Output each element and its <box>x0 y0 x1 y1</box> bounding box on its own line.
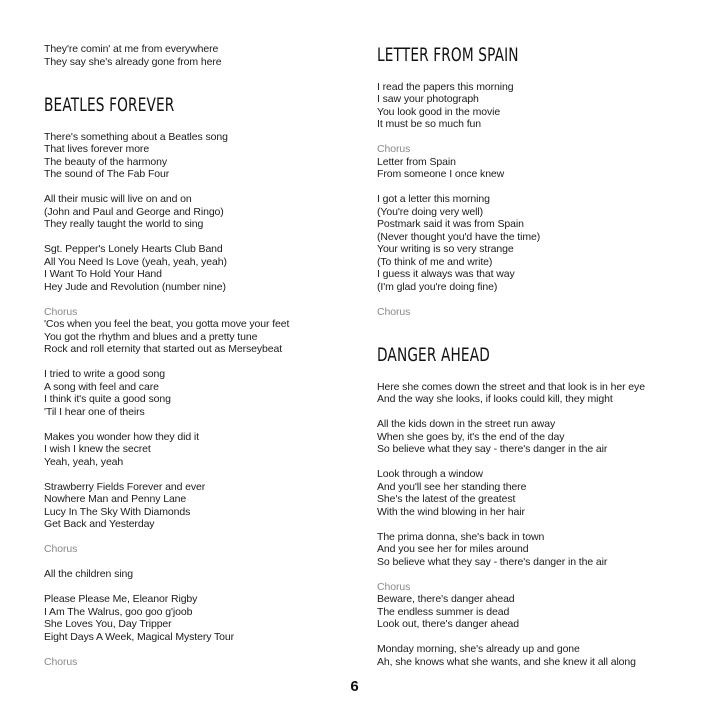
lyric-line: Get Back and Yesterday <box>44 518 155 530</box>
lyric-line: (You're doing very well) <box>377 206 484 218</box>
lyric-line: It must be so much fun <box>377 118 482 130</box>
lyric-line: 'Til I hear one of theirs <box>44 406 145 418</box>
lyric-line: The beauty of the harmony <box>44 156 167 168</box>
lyric-line: A song with feel and care <box>44 381 159 393</box>
lyric-line: And the way she looks, if looks could kill, they might <box>377 393 613 405</box>
lyric-line: (John and Paul and George and Ringo) <box>44 206 224 218</box>
lyric-line: They say she's already gone from here <box>44 56 222 68</box>
song-title-letter-from-spain: LETTER FROM SPAIN <box>377 44 519 66</box>
lyric-line: All the kids down in the street run away <box>377 418 556 430</box>
chorus-label: Chorus <box>377 143 411 155</box>
lyric-line: All You Need Is Love (yeah, yeah, yeah) <box>44 256 227 268</box>
lyric-line: I read the papers this morning <box>377 81 514 93</box>
lyric-line: Ah, she knows what she wants, and she knew it all along <box>377 656 636 668</box>
lyric-line: I got a letter this morning <box>377 193 490 205</box>
lyric-line: So believe what they say - there's danger in the air <box>377 443 608 455</box>
lyric-line: When she goes by, it's the end of the day <box>377 431 565 443</box>
lyric-line: Sgt. Pepper's Lonely Hearts Club Band <box>44 243 223 255</box>
lyric-line: The endless summer is dead <box>377 606 510 618</box>
chorus-label: Chorus <box>44 543 78 555</box>
lyric-line: I wish I knew the secret <box>44 443 151 455</box>
song-title-danger-ahead: DANGER AHEAD <box>377 344 490 366</box>
lyric-line: I Want To Hold Your Hand <box>44 268 162 280</box>
lyric-line: I tried to write a good song <box>44 368 165 380</box>
lyric-line: They really taught the world to sing <box>44 218 204 230</box>
lyric-line: Monday morning, she's already up and gone <box>377 643 580 655</box>
lyric-line: Strawberry Fields Forever and ever <box>44 481 206 493</box>
lyric-line: The prima donna, she's back in town <box>377 531 545 543</box>
lyric-line: You got the rhythm and blues and a pretty tune <box>44 331 258 343</box>
lyric-line: So believe what they say - there's danger in the air <box>377 556 608 568</box>
chorus-label: Chorus <box>44 656 78 668</box>
lyric-line: Here she comes down the street and that look is in her eye <box>377 381 645 393</box>
lyric-line: Hey Jude and Revolution (number nine) <box>44 281 226 293</box>
lyric-line: You look good in the movie <box>377 106 501 118</box>
lyric-line: Makes you wonder how they did it <box>44 431 199 443</box>
lyric-line: She Loves You, Day Tripper <box>44 618 172 630</box>
lyric-line: I saw your photograph <box>377 93 479 105</box>
lyric-line: 'Cos when you feel the beat, you gotta move your feet <box>44 318 290 330</box>
lyric-line: All the children sing <box>44 568 133 580</box>
chorus-label: Chorus <box>377 306 411 318</box>
lyric-line: And you'll see her standing there <box>377 481 527 493</box>
lyric-line: With the wind blowing in her hair <box>377 506 525 518</box>
lyric-line: I guess it always was that way <box>377 268 515 280</box>
lyric-line: The sound of The Fab Four <box>44 168 170 180</box>
chorus-label: Chorus <box>377 581 411 593</box>
chorus-label: Chorus <box>44 306 78 318</box>
lyric-line: (I'm glad you're doing fine) <box>377 281 498 293</box>
lyric-line: Your writing is so very strange <box>377 243 514 255</box>
song-title-beatles-forever: BEATLES FOREVER <box>44 94 175 116</box>
lyric-line: Eight Days A Week, Magical Mystery Tour <box>44 631 235 643</box>
lyric-line: (To think of me and write) <box>377 256 493 268</box>
page-number: 6 <box>350 678 359 695</box>
lyric-line: Postmark said it was from Spain <box>377 218 524 230</box>
lyric-line: (Never thought you'd have the time) <box>377 231 541 243</box>
lyric-line: Beware, there's danger ahead <box>377 593 515 605</box>
lyric-line: Nowhere Man and Penny Lane <box>44 493 187 505</box>
lyric-line: Look through a window <box>377 468 483 480</box>
lyric-line: They're comin' at me from everywhere <box>44 43 219 55</box>
lyric-line: I think it's quite a good song <box>44 393 171 405</box>
lyric-line: I Am The Walrus, goo goo g'joob <box>44 606 193 618</box>
lyric-line: She's the latest of the greatest <box>377 493 516 505</box>
lyric-line: That lives forever more <box>44 143 150 155</box>
lyric-line: Letter from Spain <box>377 156 456 168</box>
lyric-line: And you see her for miles around <box>377 543 529 555</box>
lyric-line: From someone I once knew <box>377 168 505 180</box>
lyric-line: Rock and roll eternity that started out as Merseybeat <box>44 343 283 355</box>
lyric-line: All their music will live on and on <box>44 193 192 205</box>
lyric-line: Lucy In The Sky With Diamonds <box>44 506 191 518</box>
lyric-line: Please Please Me, Eleanor Rigby <box>44 593 198 605</box>
lyric-line: Yeah, yeah, yeah <box>44 456 124 468</box>
lyric-line: There's something about a Beatles song <box>44 131 228 143</box>
lyric-line: Look out, there's danger ahead <box>377 618 520 630</box>
